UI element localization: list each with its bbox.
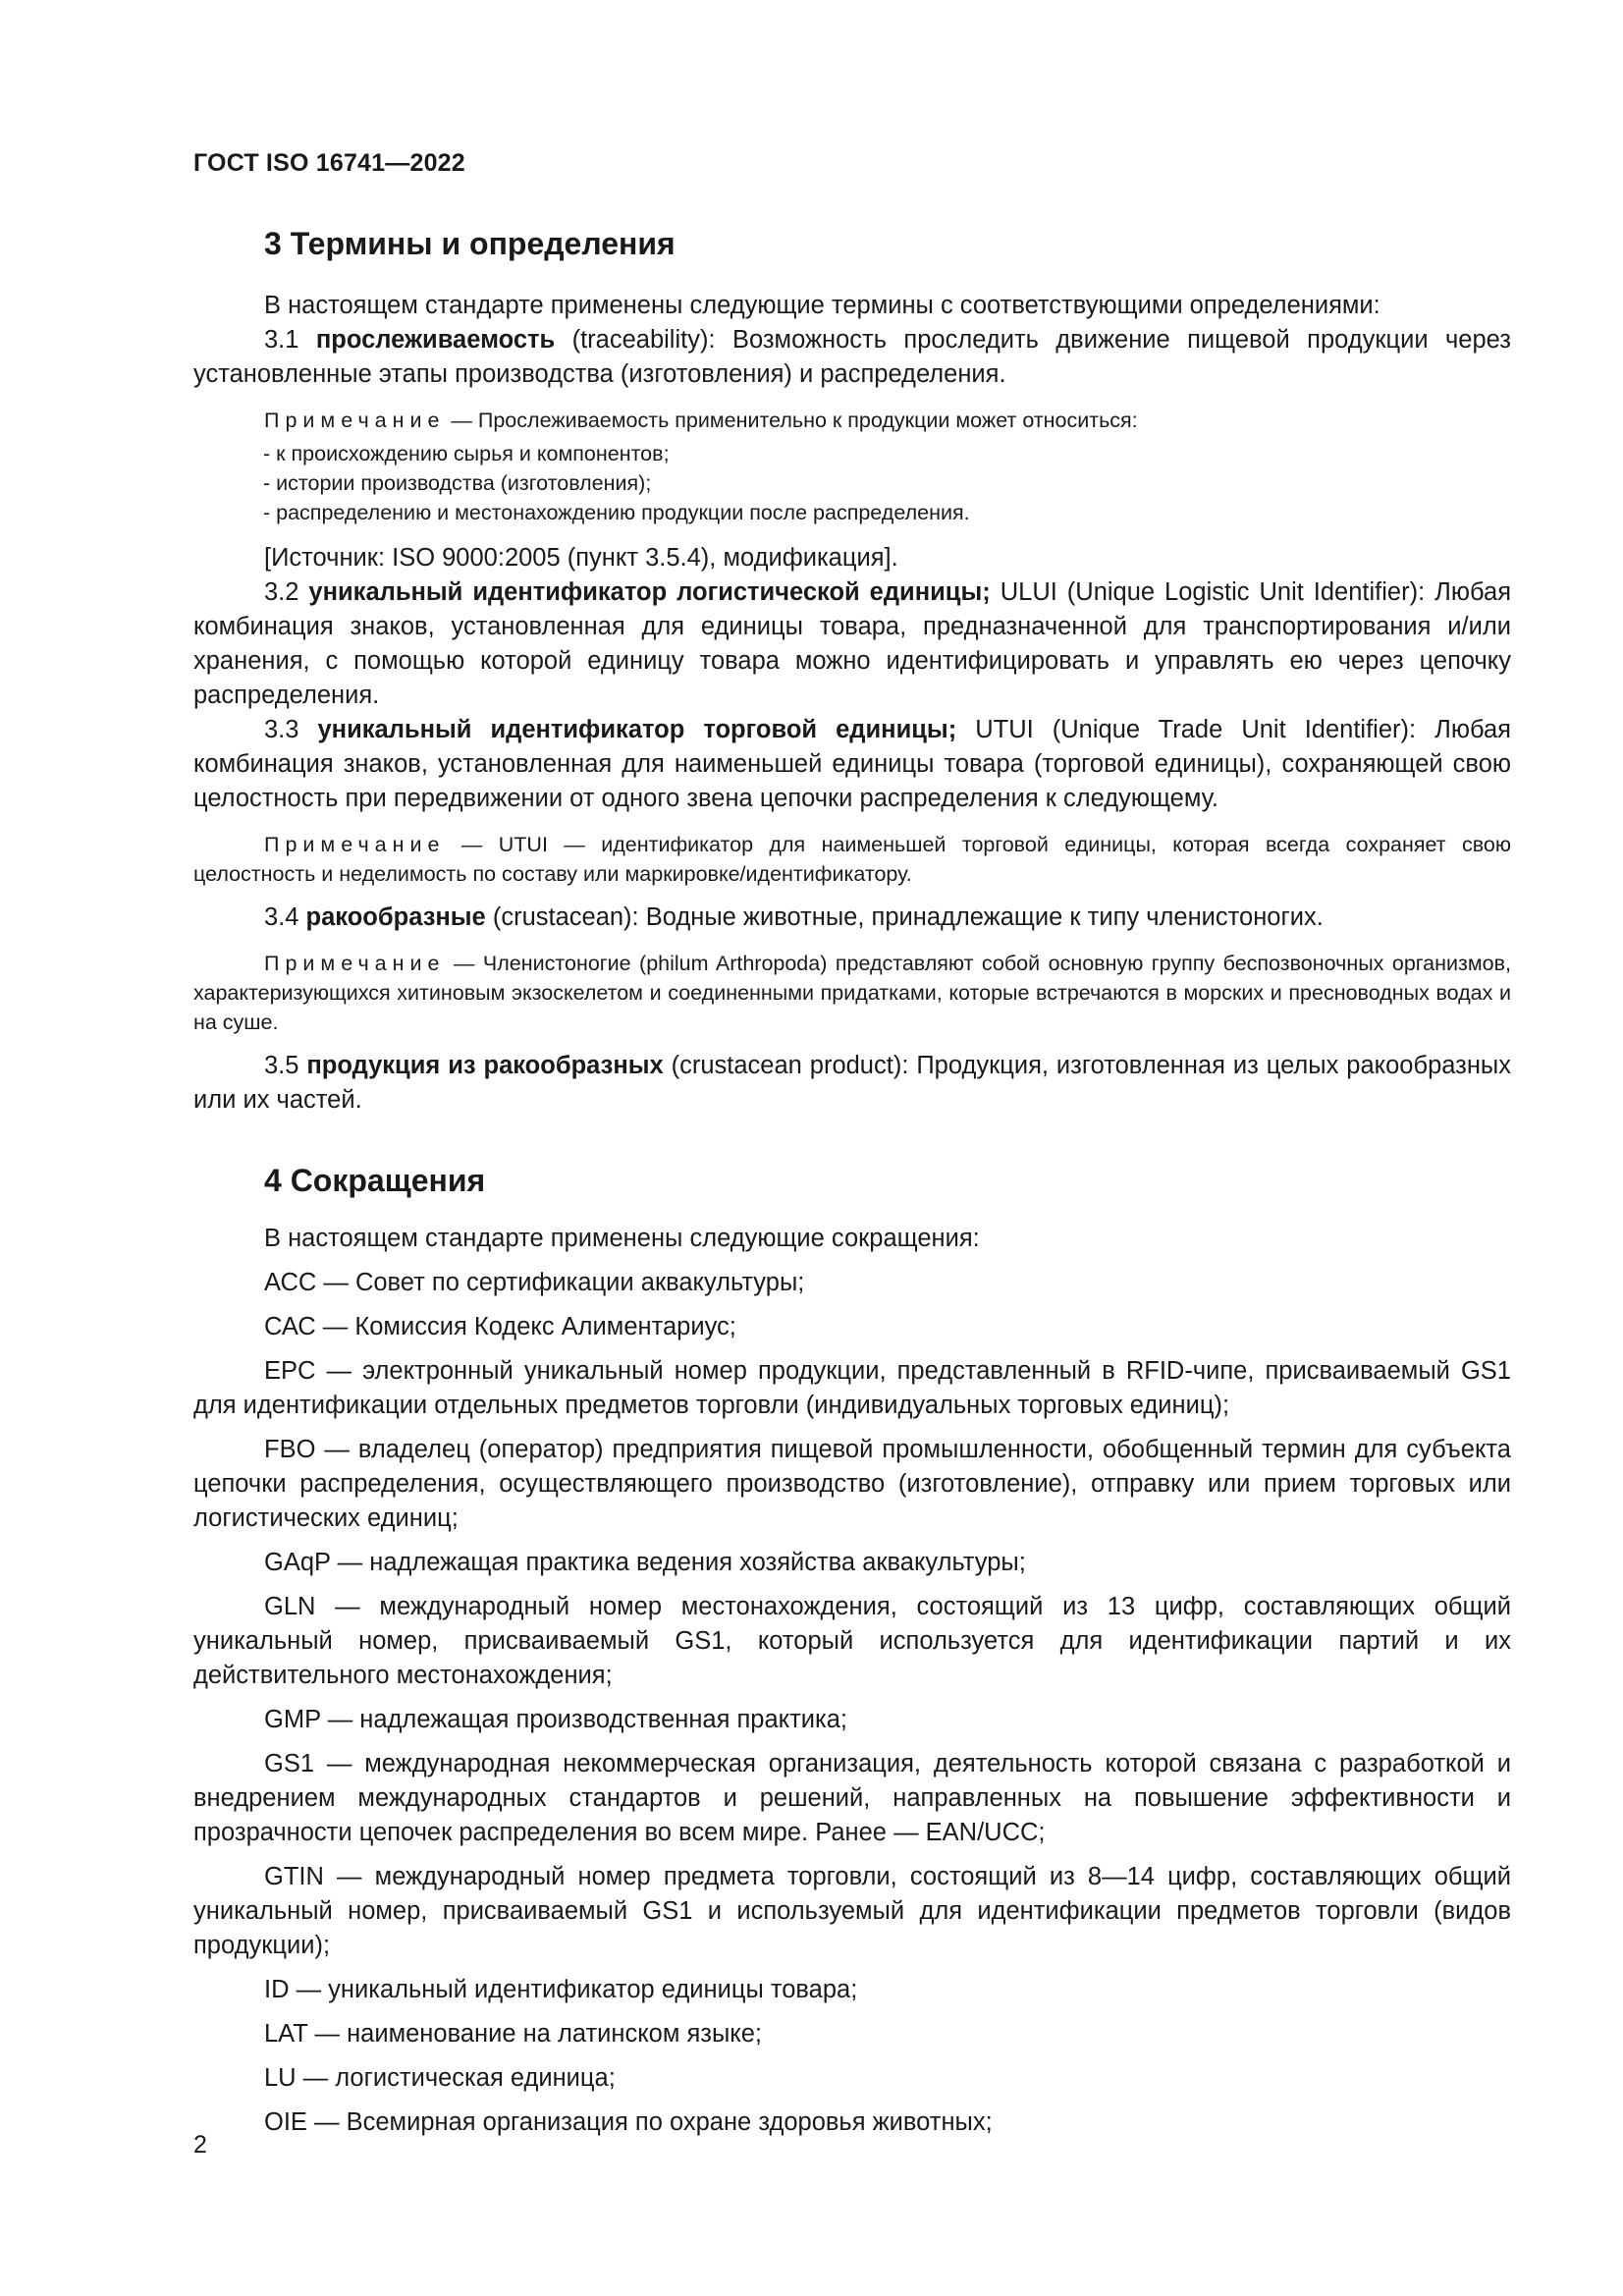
- term-3-5-number: 3.5: [264, 1052, 307, 1079]
- term-3-2-name: уникальный идентификатор логистической единицы;: [308, 578, 991, 606]
- note-3-1: [193, 406, 1511, 435]
- note-3-1-label: Примечание: [264, 409, 446, 432]
- abbreviation-item: OIE — Всемирная организация по охране здоровья животных;: [264, 2108, 993, 2136]
- page-number: 2: [193, 2131, 207, 2159]
- term-3-1-number: 3.1: [264, 326, 316, 354]
- term-3-4-definition: (crustacean): Водные животные, принадлежащие к типу членистоногих.: [485, 903, 1324, 931]
- term-3-4-name: ракообразные: [305, 903, 486, 931]
- note-3-3-text: — UTUI — идентификатор для наименьшей торговой единицы, которая всегда сохраняет свою целостность и неделимость по составу или маркировке/идентификатору.: [193, 833, 1511, 886]
- abbreviation-item: GTIN — международный номер предмета торговли, состоящий из 8—14 цифр, составляющих общий уникальный номер, присваиваемый GS1 и используемый для идентификации предметов торговли (видов продукции);: [193, 1863, 1511, 1959]
- term-3-3-definition: UTUI (Unique Trade Unit Identifier): Любая комбинация знаков, установленная для наименьшей единицы товара (торговой единицы), сохраняющей свою целостность при передвижении от одного звена цепочки распределения к следующему.: [193, 716, 1511, 812]
- term-3-4: [193, 901, 1511, 935]
- page-content: [193, 224, 1511, 2150]
- abbreviation-item: АСС — Совет по сертификации аквакультуры;: [264, 1269, 805, 1296]
- abbreviations-list: [193, 1222, 1511, 2140]
- term-3-1-name: прослеживаемость: [315, 326, 556, 354]
- note-3-4-text: — Членистоногие (philum Arthropoda) представляют собой основную группу беспозвоночных организмов, характеризующихся хитиновым экзоскелетом и соединенными придатками, которые встречаются в морских и пресноводных водах и на суше.: [193, 952, 1511, 1034]
- term-3-3-number: 3.3: [264, 716, 318, 743]
- note-list-item: - истории производства (изготовления);: [193, 468, 1511, 498]
- section-3-intro: В настоящем стандарте применены следующие термины с соответствующими определениями:: [264, 292, 1380, 319]
- note-list-item: - распределению и местонахождению продукции после распределения.: [193, 498, 1511, 527]
- source-3-1: [Источник: ISO 9000:2005 (пункт 3.5.4), модификация].: [264, 544, 898, 572]
- term-3-2-number: 3.2: [264, 578, 309, 606]
- abbreviation-item: FBO — владелец (оператор) предприятия пищевой промышленности, обобщенный термин для субъекта цепочки распределения, осуществляющего производство (изготовление), отправку или прием торговых или логистических единиц;: [193, 1436, 1511, 1532]
- section-3-title: 3 Термины и определения: [264, 226, 676, 261]
- section-4-intro: В настоящем стандарте применены следующие сокращения:: [264, 1225, 980, 1252]
- term-3-4-number: 3.4: [264, 903, 306, 931]
- section-4-title: 4 Сокращения: [264, 1163, 486, 1198]
- term-3-1: [193, 323, 1511, 392]
- term-3-2-definition: ULUI (Unique Logistic Unit Identifier): Любая комбинация знаков, установленная для единицы товара, предназначенной для транспортирования и/или хранения, с помощью которой единицу товара можно идентифицировать и управлять ею через цепочку распределения.: [193, 578, 1511, 709]
- abbreviation-item: САС — Комиссия Кодекс Алиментариус;: [264, 1313, 736, 1340]
- term-3-5: [193, 1049, 1511, 1118]
- note-list-item: - к происхождению сырья и компонентов;: [193, 439, 1511, 468]
- abbreviation-item: ID — уникальный идентификатор единицы товара;: [264, 1976, 858, 2003]
- term-3-3: [193, 713, 1511, 816]
- abbreviation-item: GAqP — надлежащая практика ведения хозяйства аквакультуры;: [264, 1549, 1026, 1576]
- abbreviation-item: EPC — электронный уникальный номер продукции, представленный в RFID-чипе, присваиваемый GS1 для идентификации отдельных предметов торговли (индивидуальных торговых единиц);: [193, 1357, 1511, 1419]
- abbreviation-item: LU — логистическая единица;: [264, 2064, 616, 2092]
- note-3-4: [193, 949, 1511, 1037]
- document-id-header: ГОСТ ISO 16741—2022: [193, 149, 465, 177]
- term-3-2: [193, 575, 1511, 713]
- note-3-1-list: [193, 439, 1511, 527]
- term-3-3-name: уникальный идентификатор торговой единицы;: [317, 716, 957, 743]
- term-3-5-name: продукция из ракообразных: [306, 1052, 664, 1079]
- abbreviation-item: GS1 — международная некоммерческая организация, деятельность которой связана с разработкой и внедрением международных стандартов и решений, направленных на повышение эффективности и прозрачности цепочек распределения во всем мире. Ранее — EAN/UCC;: [193, 1750, 1511, 1846]
- note-3-3: [193, 830, 1511, 889]
- note-3-1-text: — Прослеживаемость применительно к продукции может относиться:: [445, 409, 1138, 432]
- abbreviation-item: LAT — наименование на латинском языке;: [264, 2020, 762, 2048]
- term-3-5-definition: (crustacean product): Продукция, изготовленная из целых ракообразных или их частей.: [193, 1052, 1511, 1114]
- term-3-1-definition: (traceability): Возможность проследить движение пищевой продукции через установленные этапы производства (изготовления) и распределения.: [193, 326, 1511, 388]
- note-3-3-label: Примечание: [264, 833, 446, 856]
- abbreviation-item: GLN — международный номер местонахождения, состоящий из 13 цифр, составляющих общий уникальный номер, присваиваемый GS1, который используется для идентификации партий и их действительного местонахождения;: [193, 1593, 1511, 1689]
- note-3-4-label: Примечание: [264, 952, 446, 975]
- abbreviation-item: GMP — надлежащая производственная практика;: [264, 1706, 848, 1733]
